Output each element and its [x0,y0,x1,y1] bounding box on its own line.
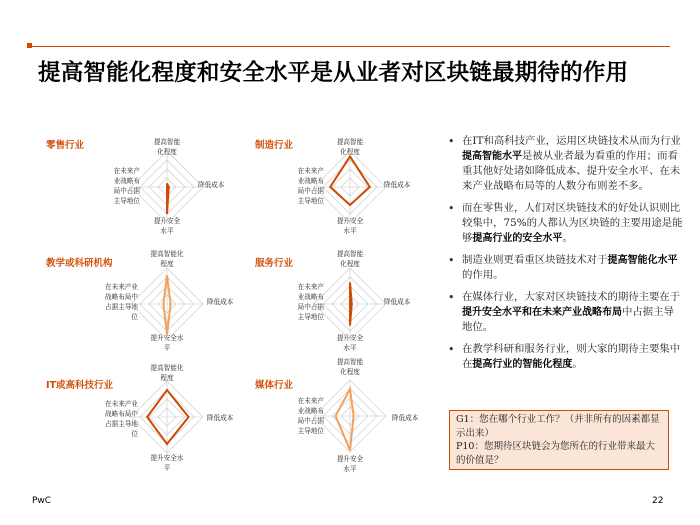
bullet-text: 是被从业者最为看重的作用；而看重其他好处诸如降低成本、提升安全水平、在未来产业战略布局等的人数分布则差不多。 [462,150,681,192]
axis-label-bottom: 提升安全 水平 [153,217,181,235]
sector-title: 制造行业 [255,140,294,151]
footer-brand: PwC [32,496,52,506]
bullet-highlight: 提升安全水平和在未来产业战略布局 [462,307,622,318]
radar-chart [310,376,390,456]
axis-label-bottom: 提升安全水 平 [150,334,184,352]
sector-title: 教学或科研机构 [46,258,113,269]
survey-question-note [449,410,669,470]
bullet-highlight: 提高行业的智能化程度 [472,359,573,370]
title-rule [30,46,670,47]
radar-chart [127,377,207,457]
axis-label-bottom: 提升安全 水平 [336,334,364,352]
axis-label-right: 降低成本 [384,181,411,189]
page-title: 提高智能化程度和安全水平是从业者对区块链最期待的作用 [38,60,629,86]
axis-label-left: 在未来产 业战略布 局中占据 主导地位 [297,283,324,321]
sector-title: 服务行业 [255,258,294,269]
bullet-item [448,342,684,372]
axis-label-right: 降低成本 [384,298,411,306]
radar-chart [310,264,390,344]
sector-title: 媒体行业 [255,380,294,391]
axis-label-top: 提高智能 化程度 [153,138,181,156]
bullet-text: 在IT和高科技产业，运用区块链技术从而为行业 [462,135,681,147]
bullet-highlight: 提高智能化水平 [607,255,678,266]
bullet-text: 在教学科研和服务行业，则大家的期待主要集中在 [462,343,681,370]
axis-label-top: 提高智能 化程度 [336,138,364,156]
bullet-text: 。 [562,232,573,244]
axis-label-left: 在未来产业 战略布局中 占据主导地 位 [105,283,138,321]
sector-title: IT或高科技行业 [46,380,114,391]
bullet-item [448,290,684,335]
axis-label-left: 在未来产 业战略布 局中占据 主导地位 [297,397,324,435]
bullet-text: 制造业则更看重区块链技术对于 [462,254,608,266]
note-line: G1：您在哪个行业工作？（并非所有的因素都显示出来） [456,414,660,439]
axis-label-right: 降低成本 [198,181,225,189]
axis-label-top: 提高智能 化程度 [336,358,364,376]
radar-series-line [350,282,352,325]
axis-label-right: 降低成本 [207,298,234,306]
axis-label-bottom: 提升安全 水平 [336,455,364,473]
sector-title: 零售行业 [46,140,85,151]
axis-label-top: 提高智能 化程度 [336,250,364,268]
bullet-text: 中占据主导地位。 [462,306,674,333]
radar-chart [127,147,207,227]
axis-label-top: 提高智能化 程度 [150,250,184,268]
axis-label-bottom: 提升安全 水平 [336,217,364,235]
bullet-item [448,134,684,194]
bullet-item [448,201,684,246]
bullet-text: 而在零售业，人们对区块链技术的好处认识则比较集中，75%的人都认为区块链的主要用途是能够 [462,202,683,244]
bullet-text: 的作用。 [462,269,504,281]
bullet-text: 在媒体行业，大家对区块链技术的期待主要在于 [462,291,681,303]
bullet-text: 。 [572,358,583,370]
bullet-item [448,253,684,283]
axis-label-top: 提高智能化 程度 [150,364,184,382]
axis-label-bottom: 提升安全水 平 [150,454,184,472]
insight-bullets [448,134,684,379]
radar-chart [127,264,207,344]
axis-label-left: 在未来产业 战略布局中 占据主导地 位 [105,400,138,438]
note-line: P10：您期待区块链会为您所在的行业带来最大的价值是？ [456,441,655,466]
radar-series-line [167,183,169,214]
bullet-highlight: 提高智能水平 [462,151,522,162]
page-number: 22 [652,496,664,506]
radar-chart [310,147,390,227]
bullet-highlight: 提高行业的安全水平 [472,233,563,244]
axis-label-left: 在未来产 业战略布 局中占据 主导地位 [297,167,324,205]
axis-label-right: 降低成本 [207,414,234,422]
axis-label-left: 在未来产 业战略布 局中占据 主导地位 [113,167,140,205]
axis-label-right: 降低成本 [392,414,419,422]
